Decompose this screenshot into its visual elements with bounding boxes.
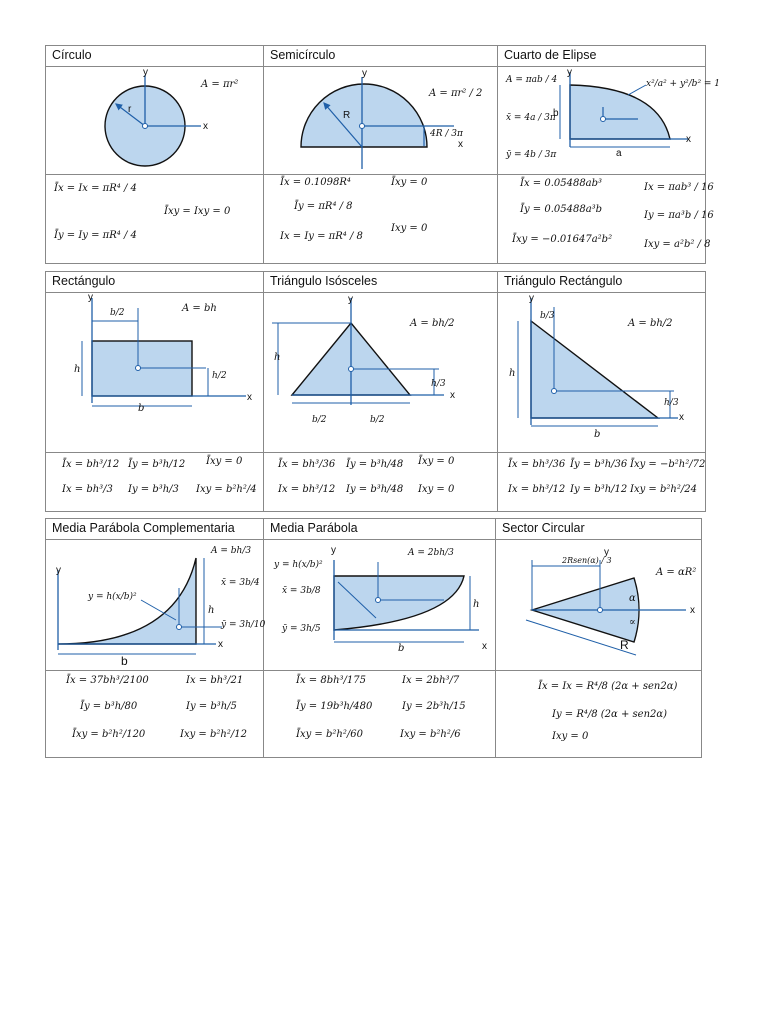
formula: Iy = b³h/48 [346,484,404,495]
formula: Ixy = b²h²/4 [196,484,257,495]
ellipse-equation: x²/a² + y²/b² = 1 [646,79,721,89]
radius-label: R [343,110,351,121]
header-sector-circular: Sector Circular [502,521,585,535]
ybar-label: ȳ = 3h/10 [221,620,266,630]
formula: Iy = πa³b / 16 [644,210,714,221]
xbar-label: x̄ = 4a / 3π [506,113,556,123]
x-axis-label: x [690,605,695,616]
x-axis-label: x [482,641,487,652]
formula: Ixy = b²h²/12 [180,729,247,740]
area-formula: A = bh/2 [410,318,455,329]
h-label: h [473,599,480,610]
formula: Īx = 0.1098R⁴ [280,177,351,188]
x-axis-label: x [247,392,252,403]
formula: Ix = πab³ / 16 [644,182,714,193]
isosceles-triangle-figure [264,293,497,452]
ybar-label: ȳ = 3h/5 [282,624,321,634]
table-row-2 [45,271,706,512]
formula: Īx = bh³/36 [508,459,566,470]
b-half-label: b/2 [312,415,327,425]
centroid-label: 4R / 3π [430,129,463,139]
y-axis-label: y [348,294,353,305]
b-label: b [138,403,145,414]
header-media-parabola: Media Parábola [270,521,358,535]
formula: Iy = b³h/12 [570,484,628,495]
b-label: b [553,108,559,119]
divider [46,174,705,175]
xbar-label: 2Rsen(α) / 3 [562,556,612,565]
x-axis-label: x [450,390,455,401]
formula: Īxy = Ixy = 0 [164,206,231,217]
y-axis-label: y [567,67,572,78]
header-rectangulo: Rectángulo [52,274,116,288]
area-formula: A = πab / 4 [506,75,558,85]
formula: Īx = bh³/36 [278,459,336,470]
divider [46,452,705,453]
area-formula: A = bh/2 [628,318,673,329]
formula: Īxy = b²h²/120 [72,729,146,740]
formula: Iy = 2b³h/15 [402,701,466,712]
formula: Ix = bh³/3 [62,484,113,495]
area-formula: A = bh [182,303,217,314]
formula: Īx = Ix = πR⁴ / 4 [54,183,137,194]
formula: Ixy = 0 [391,223,428,234]
y-axis-label: y [56,565,61,576]
alpha-label: α [629,593,636,604]
header-triangulo-rectangulo: Triángulo Rectángulo [504,274,623,288]
formula: Ixy = b²h²/6 [400,729,461,740]
h-third-label: h/3 [664,398,679,408]
b-label: b [398,643,405,654]
xbar-label: x̄ = 3b/8 [282,586,321,596]
area-formula: A = πr² [201,79,239,90]
formula: Ix = bh³/21 [186,675,244,686]
x-axis-label: x [203,121,208,132]
formula: Iy = R⁴/8 (2α + sen2α) [552,709,668,720]
formula: Ixy = 0 [418,484,455,495]
formula: Īx = Ix = R⁴/8 (2α + sen2α) [538,681,678,692]
y-axis-label: y [529,293,534,304]
area-formula: A = αR² [656,567,697,578]
formula: Īxy = b²h²/60 [296,729,363,740]
formula: Īx = bh³/12 [62,459,120,470]
formula: Ix = bh³/12 [278,484,336,495]
h-label: h [274,352,281,363]
h-label: h [509,368,516,379]
formula: Ix = 2bh³/7 [402,675,460,686]
y-axis-label: y [143,67,148,78]
b-third-label: b/3 [540,311,555,321]
b-half-label: b/2 [370,415,385,425]
radius-label: R [620,638,629,652]
b-half-label: b/2 [110,308,125,318]
x-axis-label: x [686,134,691,145]
formula: Īy = Iy = πR⁴ / 4 [54,230,137,241]
xbar-label: x̄ = 3b/4 [221,578,260,588]
formula: Ix = bh³/12 [508,484,566,495]
h-half-label: h/2 [212,371,227,381]
formula: Īxy = 0 [206,456,243,467]
formula: Ixy = a²b² / 8 [644,239,711,250]
formula: Īxy = −b²h²/72 [630,459,706,470]
formula: Īy = πR⁴ / 8 [294,201,353,212]
h-label: h [208,605,215,616]
formula: Īy = 19b³h/480 [296,701,373,712]
table-row-3 [45,518,702,758]
formula: Ixy = 0 [552,731,589,742]
formula: Īx = 0.05488ab³ [520,178,603,189]
formula: Īxy = 0 [391,177,428,188]
header-media-parabola-complementaria: Media Parábola Complementaria [52,521,235,535]
header-semicirculo: Semicírculo [270,48,336,62]
area-formula: A = πr² / 2 [429,88,483,99]
formula: Īy = b³h/48 [346,459,404,470]
parabola-equation: y = h(x/b)² [88,592,137,602]
right-triangle-figure [498,293,705,452]
alpha-label: ∝ [629,617,636,628]
formula: Īy = b³h/80 [80,701,138,712]
area-formula: A = 2bh/3 [408,548,454,558]
complementary-half-parabola-figure [46,540,266,670]
x-axis-label: x [458,139,463,150]
area-formula: A = bh/3 [211,546,252,556]
formula: Īxy = 0 [418,456,455,467]
table-row-1 [45,45,721,264]
a-label: a [616,148,622,159]
parabola-equation: y = h(x/b)² [274,560,323,570]
header-cuarto-elipse: Cuarto de Elipse [504,48,597,62]
ybar-label: ȳ = 4b / 3π [506,150,557,160]
y-axis-label: y [362,68,367,79]
formula: Iy = b³h/5 [186,701,237,712]
semicircle-figure [264,67,497,174]
x-axis-label: x [218,639,223,650]
header-circulo: Círculo [52,48,92,62]
formula: Īx = 37bh³/2100 [66,675,149,686]
formula: Ixy = b²h²/24 [630,484,697,495]
y-axis-label: y [331,545,336,556]
b-label: b [594,429,601,440]
y-axis-label: y [88,292,93,303]
formula: Īy = 0.05488a³b [520,204,603,215]
formula: Ix = Iy = πR⁴ / 8 [280,231,363,242]
formula: Īy = b³h/12 [128,459,186,470]
header-triangulo-isosceles: Triángulo Isósceles [270,274,378,288]
divider [46,670,701,671]
h-label: h [74,364,81,375]
h-third-label: h/3 [431,379,446,389]
b-label: b [121,654,128,668]
formula: Īxy = −0.01647a²b² [512,234,613,245]
radius-label: r [128,104,132,115]
x-axis-label: x [679,412,684,423]
y-axis-label: y [604,547,609,558]
formula: Iy = b³h/3 [128,484,179,495]
formula: Īx = 8bh³/175 [296,675,366,686]
formula: Īy = b³h/36 [570,459,628,470]
